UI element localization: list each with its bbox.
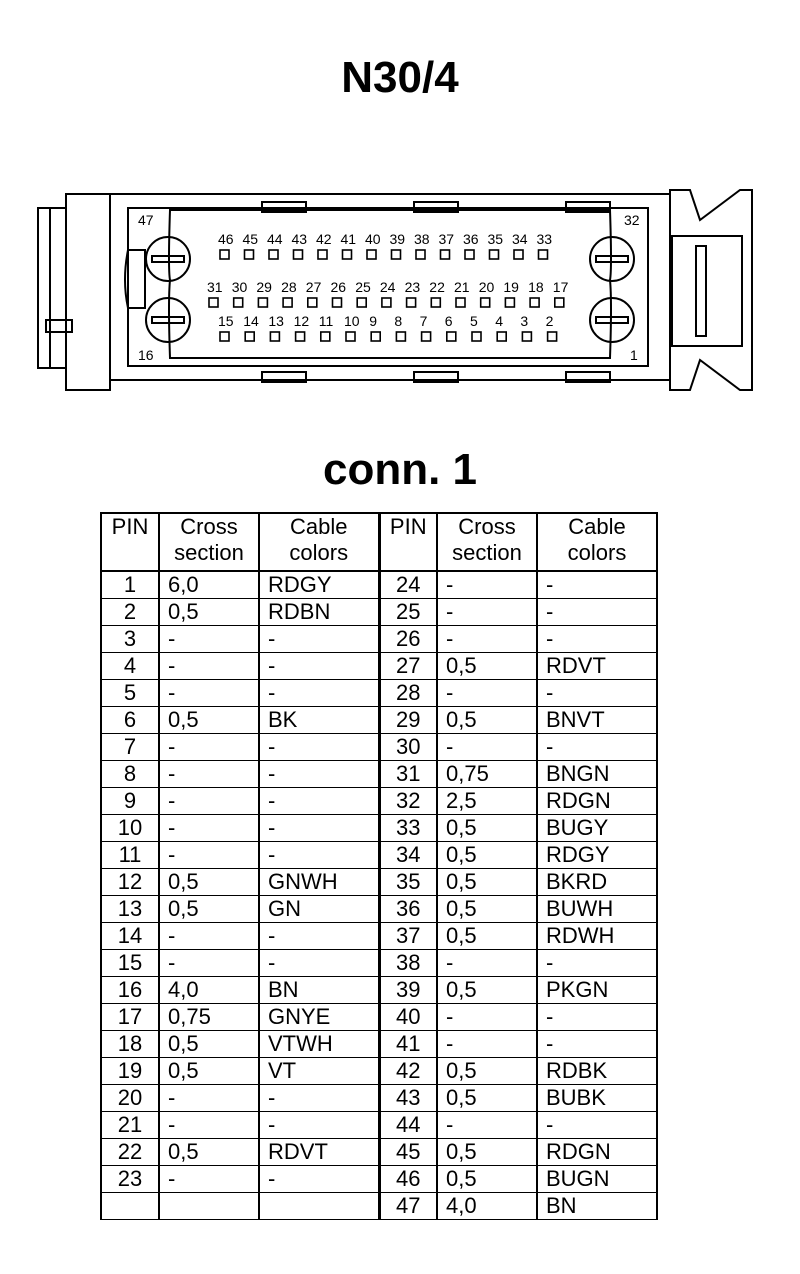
- cross-section-cell: 0,5: [159, 869, 259, 896]
- table-row: [101, 815, 657, 842]
- cable-color-cell: RDGN: [537, 1139, 657, 1166]
- pin-number-label: 37: [438, 231, 455, 247]
- cross-section-cell: 0,5: [437, 923, 537, 950]
- cross-section-cell: 0,75: [437, 761, 537, 788]
- pin-number-label: 28: [281, 279, 297, 295]
- table-row: [101, 1058, 657, 1085]
- pin-number-label: 30: [231, 279, 248, 295]
- cable-color-cell: -: [537, 1031, 657, 1058]
- table-row: [101, 680, 657, 707]
- pin-number-label: 45: [242, 231, 259, 247]
- table-row: [101, 1004, 657, 1031]
- pin-cell: 39: [379, 977, 437, 1004]
- right-hood: [670, 190, 752, 390]
- pin-cell: 8: [101, 761, 159, 788]
- pin-cell: 26: [379, 626, 437, 653]
- pin-number-label: 25: [355, 279, 371, 295]
- left-latch: [38, 208, 66, 368]
- pin-socket: [245, 250, 254, 259]
- cross-section-cell: 0,5: [159, 1031, 259, 1058]
- pin-cell: 44: [379, 1112, 437, 1139]
- cross-section-cell: -: [437, 1031, 537, 1058]
- cross-section-cell: 0,5: [159, 1139, 259, 1166]
- pin-cell: 41: [379, 1031, 437, 1058]
- pin-cell: 11: [101, 842, 159, 869]
- table-row: [101, 1112, 657, 1139]
- pin-cell: 43: [379, 1085, 437, 1112]
- cable-color-cell: -: [537, 626, 657, 653]
- pin-cell: 33: [379, 815, 437, 842]
- pin-number-label: 27: [305, 279, 322, 295]
- pin-socket: [245, 332, 254, 341]
- pin-number-label: 43: [291, 231, 308, 247]
- pin-socket: [296, 332, 305, 341]
- pin-number-label: 3: [520, 313, 529, 329]
- pin-socket: [283, 298, 292, 307]
- pin-socket: [333, 298, 342, 307]
- pin-socket: [416, 250, 425, 259]
- pin-number-label: 15: [218, 313, 234, 329]
- cross-section-cell: -: [437, 734, 537, 761]
- cross-section-cell: -: [159, 680, 259, 707]
- pin-socket: [396, 332, 405, 341]
- pin-socket: [548, 332, 557, 341]
- pin-cell: 1: [101, 571, 159, 599]
- cross-section-cell: -: [437, 599, 537, 626]
- pin-socket: [447, 332, 456, 341]
- corner-label-bottom-right: 1: [630, 347, 638, 363]
- pin-cell: 30: [379, 734, 437, 761]
- pin-cell: 20: [101, 1085, 159, 1112]
- pin-socket: [505, 298, 514, 307]
- cable-color-cell: -: [259, 923, 379, 950]
- pin-socket: [407, 298, 416, 307]
- pin-socket: [392, 250, 401, 259]
- cross-section-cell: 0,5: [437, 869, 537, 896]
- cross-section-cell: -: [437, 1004, 537, 1031]
- table-row: [101, 1031, 657, 1058]
- pin-number-label: 2: [545, 313, 554, 329]
- cross-section-cell: 0,5: [437, 977, 537, 1004]
- header-pin: PIN: [379, 513, 437, 571]
- cable-color-cell: BN: [259, 977, 379, 1004]
- corner-label-top-right: 32: [624, 212, 640, 228]
- pin-cell: 40: [379, 1004, 437, 1031]
- cable-color-cell: -: [537, 571, 657, 599]
- cable-color-cell: -: [537, 680, 657, 707]
- pin-cell: 24: [379, 571, 437, 599]
- cross-section-cell: -: [437, 680, 537, 707]
- cable-color-cell: -: [537, 734, 657, 761]
- cable-color-cell: RDVT: [259, 1139, 379, 1166]
- pin-cell: 12: [101, 869, 159, 896]
- cross-section-cell: -: [437, 1112, 537, 1139]
- corner-label-top-left: 47: [138, 212, 154, 228]
- table-row: [101, 653, 657, 680]
- header-pin: PIN: [101, 513, 159, 571]
- cross-section-cell: -: [159, 626, 259, 653]
- pin-socket: [441, 250, 450, 259]
- table-row: [101, 977, 657, 1004]
- cross-section-cell: 2,5: [437, 788, 537, 815]
- pin-number-label: 11: [318, 313, 334, 329]
- cable-color-cell: -: [259, 761, 379, 788]
- pin-number-label: 12: [293, 313, 310, 329]
- pin-cell: 25: [379, 599, 437, 626]
- cable-color-cell: -: [537, 1112, 657, 1139]
- pin-socket: [465, 250, 474, 259]
- cable-color-cell: GNYE: [259, 1004, 379, 1031]
- pin-number-label: 41: [340, 231, 357, 247]
- pin-socket: [308, 298, 317, 307]
- cable-color-cell: -: [259, 680, 379, 707]
- pin-number-label: 14: [243, 313, 259, 329]
- pin-cell: 4: [101, 653, 159, 680]
- pin-number-label: 5: [470, 313, 478, 329]
- table-row: [101, 1193, 657, 1220]
- pin-number-label: 20: [478, 279, 495, 295]
- pin-cell: 2: [101, 599, 159, 626]
- cable-color-cell: RDWH: [537, 923, 657, 950]
- cable-color-cell: -: [537, 599, 657, 626]
- pin-cell: 9: [101, 788, 159, 815]
- pin-number-label: 18: [528, 279, 544, 295]
- pin-cell: 28: [379, 680, 437, 707]
- screw-icon: [146, 298, 190, 342]
- cross-section-cell: -: [159, 1085, 259, 1112]
- cable-color-cell: BKRD: [537, 869, 657, 896]
- header-cross-section: Cross section: [437, 513, 537, 571]
- cross-section-cell: -: [159, 1112, 259, 1139]
- cable-color-cell: -: [259, 1112, 379, 1139]
- cable-color-cell: -: [259, 842, 379, 869]
- pin-cell: 5: [101, 680, 159, 707]
- cross-section-cell: -: [437, 571, 537, 599]
- cable-color-cell: RDBN: [259, 599, 379, 626]
- pin-number-label: 35: [487, 231, 504, 247]
- pin-table: [100, 512, 658, 1220]
- cable-color-cell: BK: [259, 707, 379, 734]
- pin-cell: 19: [101, 1058, 159, 1085]
- pin-number-label: 31: [207, 279, 223, 295]
- screw-icon: [146, 237, 190, 281]
- pin-socket: [371, 332, 380, 341]
- pin-number-label: 26: [330, 279, 347, 295]
- connector-title: conn. 1: [322, 445, 478, 494]
- cross-section-cell: 4,0: [159, 977, 259, 1004]
- pin-cell: 31: [379, 761, 437, 788]
- cross-section-cell: 0,5: [437, 1166, 537, 1193]
- pin-cell: 37: [379, 923, 437, 950]
- pin-socket: [490, 250, 499, 259]
- pin-number-label: 33: [536, 231, 553, 247]
- pin-number-label: 21: [454, 279, 470, 295]
- pin-socket: [456, 298, 465, 307]
- pin-cell: [101, 1193, 159, 1220]
- pin-socket: [220, 332, 229, 341]
- pin-socket: [514, 250, 523, 259]
- pin-number-label: 19: [503, 279, 519, 295]
- pin-socket: [270, 332, 279, 341]
- pin-cell: 15: [101, 950, 159, 977]
- pin-cell: 42: [379, 1058, 437, 1085]
- pin-number-label: 6: [444, 313, 453, 329]
- cross-section-cell: -: [159, 734, 259, 761]
- cable-color-cell: VT: [259, 1058, 379, 1085]
- cross-section-cell: 4,0: [437, 1193, 537, 1220]
- cross-section-cell: -: [159, 815, 259, 842]
- pin-socket: [234, 298, 243, 307]
- pin-socket: [472, 332, 481, 341]
- pin-socket: [343, 250, 352, 259]
- cable-color-cell: RDGN: [537, 788, 657, 815]
- pin-socket: [481, 298, 490, 307]
- cross-section-cell: -: [159, 653, 259, 680]
- cable-color-cell: [259, 1193, 379, 1220]
- cable-color-cell: RDGY: [259, 571, 379, 599]
- pin-number-label: 10: [344, 313, 360, 329]
- pin-cell: 6: [101, 707, 159, 734]
- pin-number-label: 7: [419, 313, 428, 329]
- cable-color-cell: BUGN: [537, 1166, 657, 1193]
- pin-number-label: 36: [463, 231, 479, 247]
- cable-color-cell: RDBK: [537, 1058, 657, 1085]
- pin-number-label: 13: [268, 313, 284, 329]
- cable-color-cell: PKGN: [537, 977, 657, 1004]
- cable-color-cell: -: [259, 815, 379, 842]
- pin-cell: 29: [379, 707, 437, 734]
- pin-number-label: 46: [218, 231, 234, 247]
- header-cross-section: Cross section: [159, 513, 259, 571]
- pin-cell: 13: [101, 896, 159, 923]
- cable-color-cell: -: [537, 1004, 657, 1031]
- pin-socket: [318, 250, 327, 259]
- pin-socket: [422, 332, 431, 341]
- pin-number-label: 38: [414, 231, 430, 247]
- cross-section-cell: -: [159, 842, 259, 869]
- table-row: [101, 626, 657, 653]
- table-row: [101, 707, 657, 734]
- pin-socket: [220, 250, 229, 259]
- pin-socket: [539, 250, 548, 259]
- pin-socket: [321, 332, 330, 341]
- cable-color-cell: VTWH: [259, 1031, 379, 1058]
- pin-cell: 45: [379, 1139, 437, 1166]
- pin-number-label: 34: [512, 231, 528, 247]
- cross-section-cell: -: [159, 923, 259, 950]
- cable-color-cell: -: [259, 626, 379, 653]
- pin-cell: 17: [101, 1004, 159, 1031]
- pin-number-label: 29: [256, 279, 272, 295]
- header-cable-colors: Cable colors: [537, 513, 657, 571]
- pin-number-label: 23: [404, 279, 421, 295]
- pin-cell: 14: [101, 923, 159, 950]
- cable-color-cell: BNVT: [537, 707, 657, 734]
- pin-socket: [530, 298, 539, 307]
- table-row: [101, 923, 657, 950]
- cross-section-cell: 0,75: [159, 1004, 259, 1031]
- pin-cell: 22: [101, 1139, 159, 1166]
- pin-cell: 38: [379, 950, 437, 977]
- cable-color-cell: BN: [537, 1193, 657, 1220]
- pin-socket: [497, 332, 506, 341]
- cross-section-cell: 0,5: [437, 1058, 537, 1085]
- cable-color-cell: RDVT: [537, 653, 657, 680]
- cross-section-cell: 0,5: [437, 707, 537, 734]
- cable-color-cell: -: [259, 653, 379, 680]
- cross-section-cell: 0,5: [437, 1139, 537, 1166]
- pin-number-label: 39: [389, 231, 406, 247]
- cross-section-cell: 0,5: [159, 707, 259, 734]
- cable-color-cell: GN: [259, 896, 379, 923]
- cable-color-cell: RDGY: [537, 842, 657, 869]
- pin-number-label: 22: [429, 279, 445, 295]
- cable-color-cell: BUBK: [537, 1085, 657, 1112]
- cable-color-cell: -: [259, 950, 379, 977]
- table-row: [101, 571, 657, 599]
- pin-number-label: 42: [316, 231, 332, 247]
- pin-number-label: 17: [552, 279, 569, 295]
- cross-section-cell: 0,5: [437, 896, 537, 923]
- table-header-row: [101, 513, 657, 571]
- pin-socket: [522, 332, 531, 341]
- cross-section-cell: 0,5: [437, 1085, 537, 1112]
- cross-section-cell: 6,0: [159, 571, 259, 599]
- header-cable-colors: Cable colors: [259, 513, 379, 571]
- table-row: [101, 1166, 657, 1193]
- pin-number-label: 8: [394, 313, 403, 329]
- pin-cell: 7: [101, 734, 159, 761]
- pin-socket: [382, 298, 391, 307]
- cable-color-cell: BUWH: [537, 896, 657, 923]
- cross-section-cell: 0,5: [437, 653, 537, 680]
- table-row: [101, 1139, 657, 1166]
- pin-cell: 16: [101, 977, 159, 1004]
- cross-section-cell: -: [159, 1166, 259, 1193]
- pin-socket: [431, 298, 440, 307]
- cross-section-cell: -: [159, 761, 259, 788]
- pin-cell: 46: [379, 1166, 437, 1193]
- pin-socket: [269, 250, 278, 259]
- cross-section-cell: 0,5: [159, 1058, 259, 1085]
- cable-color-cell: -: [259, 1166, 379, 1193]
- pin-number-label: 40: [365, 231, 381, 247]
- corner-label-bottom-left: 16: [138, 347, 154, 363]
- pin-socket: [357, 298, 366, 307]
- pin-socket: [555, 298, 564, 307]
- pin-cell: 23: [101, 1166, 159, 1193]
- table-row: [101, 842, 657, 869]
- cross-section-cell: -: [159, 950, 259, 977]
- pin-number-label: 9: [369, 313, 377, 329]
- screw-icon: [590, 298, 634, 342]
- page-title: N30/4: [341, 53, 459, 102]
- pin-cell: 10: [101, 815, 159, 842]
- pin-cell: 36: [379, 896, 437, 923]
- cross-section-cell: -: [159, 788, 259, 815]
- cross-section-cell: 0,5: [437, 815, 537, 842]
- table-row: [101, 599, 657, 626]
- pin-socket: [209, 298, 218, 307]
- pin-socket: [346, 332, 355, 341]
- pin-socket: [258, 298, 267, 307]
- table-row: [101, 896, 657, 923]
- table-row: [101, 788, 657, 815]
- cable-color-cell: GNWH: [259, 869, 379, 896]
- cross-section-cell: 0,5: [437, 842, 537, 869]
- pin-number-label: 24: [379, 279, 396, 295]
- table-row: [101, 950, 657, 977]
- pin-cell: 35: [379, 869, 437, 896]
- pin-cell: 27: [379, 653, 437, 680]
- cross-section-cell: -: [437, 950, 537, 977]
- cable-color-cell: BNGN: [537, 761, 657, 788]
- cross-section-cell: -: [437, 626, 537, 653]
- pin-cell: 34: [379, 842, 437, 869]
- pin-cell: 3: [101, 626, 159, 653]
- cable-color-cell: -: [259, 788, 379, 815]
- pin-socket: [294, 250, 303, 259]
- pin-number-label: 4: [495, 313, 503, 329]
- cable-color-cell: BUGY: [537, 815, 657, 842]
- cross-section-cell: [159, 1193, 259, 1220]
- connector-diagram: [0, 180, 800, 410]
- cross-section-cell: 0,5: [159, 599, 259, 626]
- cable-color-cell: -: [537, 950, 657, 977]
- pin-cell: 32: [379, 788, 437, 815]
- table-row: [101, 1085, 657, 1112]
- cable-color-cell: -: [259, 1085, 379, 1112]
- pin-cell: 18: [101, 1031, 159, 1058]
- table-row: [101, 734, 657, 761]
- table-row: [101, 869, 657, 896]
- pin-cell: 47: [379, 1193, 437, 1220]
- pin-cell: 21: [101, 1112, 159, 1139]
- pin-socket: [367, 250, 376, 259]
- table-row: [101, 761, 657, 788]
- cable-color-cell: -: [259, 734, 379, 761]
- pin-number-label: 44: [267, 231, 283, 247]
- screw-icon: [590, 237, 634, 281]
- cross-section-cell: 0,5: [159, 896, 259, 923]
